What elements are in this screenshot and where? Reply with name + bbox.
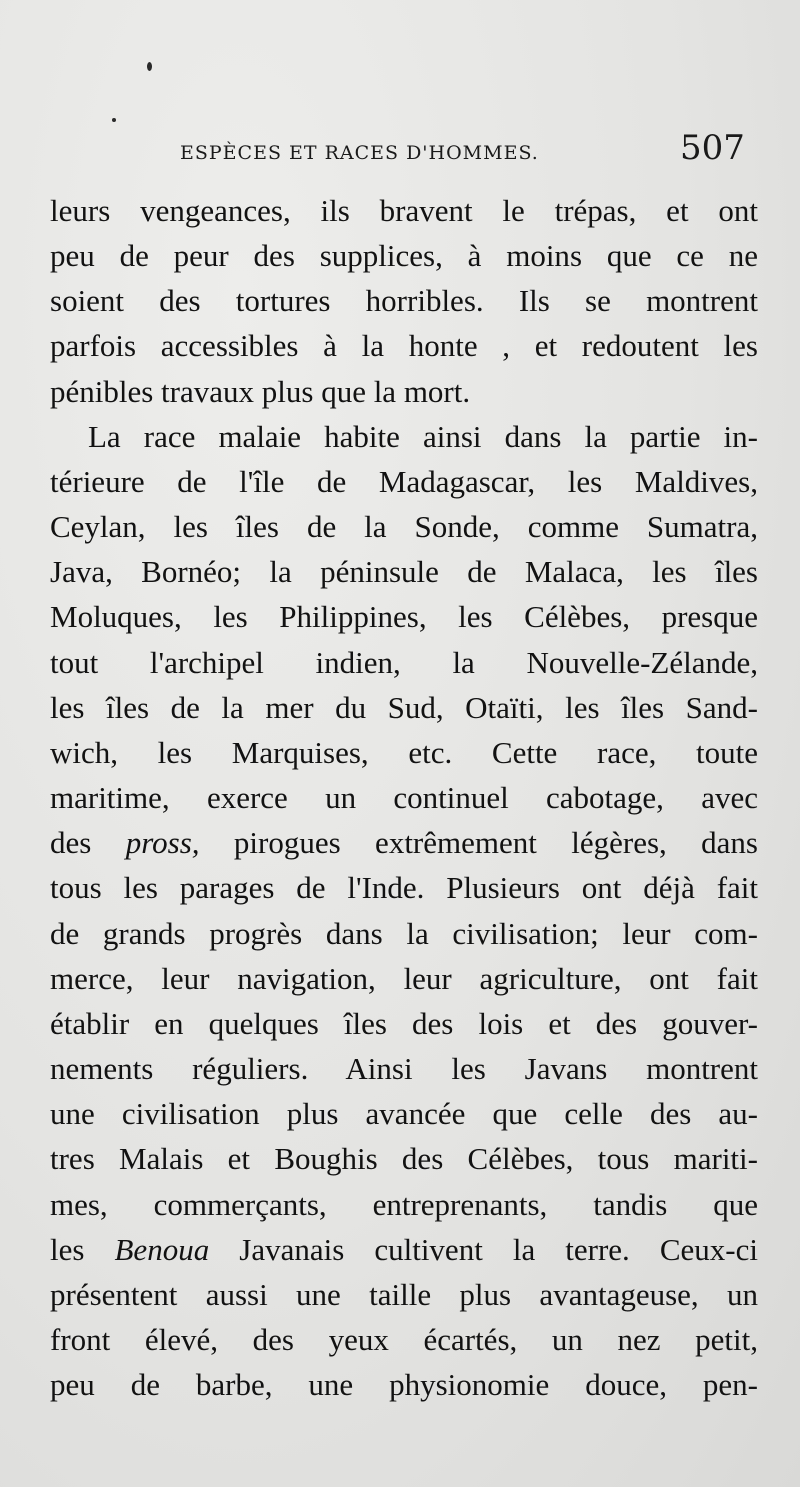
text-line: mes, commerçants, entreprenants, tandis que: [50, 1187, 758, 1222]
text-segment: les: [50, 1232, 115, 1267]
text-line: une civilisation plus avancée que celle des au-: [50, 1096, 758, 1131]
text-line: Moluques, les Philippines, les Célèbes, presque: [50, 599, 758, 634]
text-line: tous les parages de l'Inde. Plusieurs ont déjà fait: [50, 870, 758, 905]
text-line: Ceylan, les îles de la Sonde, comme Sumatra,: [50, 509, 758, 544]
text-line: peu de barbe, une physionomie douce, pen-: [50, 1367, 758, 1402]
running-head: [50, 128, 770, 178]
text-segment: pirogues extrêmement légères, dans: [199, 825, 758, 860]
text-line: présentent aussi une taille plus avantageuse, un: [50, 1277, 758, 1312]
text-line: tres Malais et Boughis des Célèbes, tous mariti-: [50, 1141, 758, 1176]
ink-speck: [112, 118, 116, 122]
text-line: nements réguliers. Ainsi les Javans montrent: [50, 1051, 758, 1086]
italic-term: Benoua: [114, 1232, 210, 1267]
page-number: 507: [680, 128, 745, 168]
text-line: maritime, exerce un continuel cabotage, avec: [50, 780, 758, 815]
text-line: [50, 820, 758, 866]
text-line: térieure de l'île de Madagascar, les Maldives,: [50, 464, 758, 499]
text-line: parfois accessibles à la honte , et redoutent les: [50, 328, 758, 363]
text-line: tout l'archipel indien, la Nouvelle-Zélande,: [50, 645, 758, 680]
text-line: merce, leur navigation, leur agriculture, ont fait: [50, 961, 758, 996]
text-line: peu de peur des supplices, à moins que ce ne: [50, 238, 758, 273]
text-line: front élevé, des yeux écartés, un nez petit,: [50, 1322, 758, 1357]
text-line: de grands progrès dans la civilisation; leur com-: [50, 916, 758, 951]
text-line: wich, les Marquises, etc. Cette race, toute: [50, 735, 758, 770]
text-segment: Javanais cultivent la terre. Ceux-ci: [209, 1232, 758, 1267]
text-line: La race malaie habite ainsi dans la partie in-: [88, 419, 758, 454]
text-line: [50, 1227, 758, 1273]
text-line: établir en quelques îles des lois et des gouver-: [50, 1006, 758, 1041]
text-segment: des: [50, 825, 126, 860]
text-line: soient des tortures horribles. Ils se montrent: [50, 283, 758, 318]
running-head-title: ESPÈCES ET RACES D'HOMMES.: [180, 142, 539, 164]
text-line: Java, Bornéo; la péninsule de Malaca, les îles: [50, 554, 758, 589]
italic-term: pross,: [125, 825, 200, 860]
ink-speck: [147, 62, 152, 71]
text-line: pénibles travaux plus que la mort.: [50, 374, 471, 409]
text-line: les îles de la mer du Sud, Otaïti, les îles Sand-: [50, 690, 758, 725]
text-line: leurs vengeances, ils bravent le trépas, et ont: [50, 193, 758, 228]
